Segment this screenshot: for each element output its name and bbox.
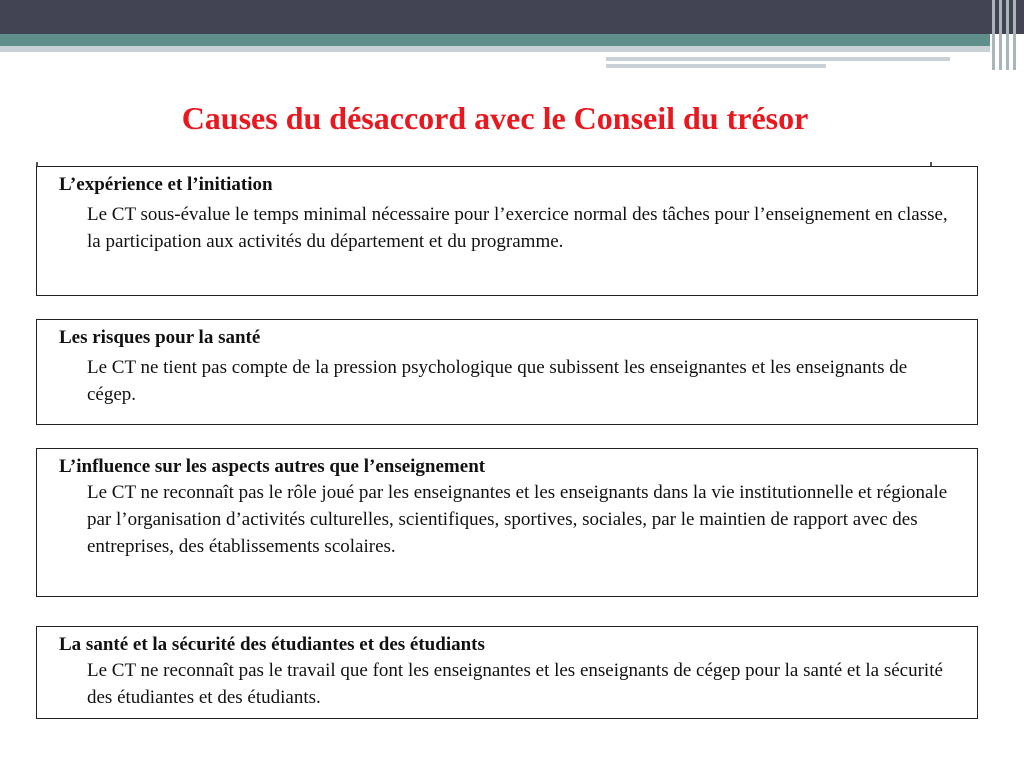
section-box-health-risks [36, 319, 978, 425]
section-body: Le CT ne reconnaît pas le rôle joué par les enseignantes et les enseignants dans la vie institutionnelle et régionale par l’organisation d’activités culturelles, scientifiques, sportives, sociales, par le maintien de rapport avec des entreprises, des établissements scolaires. [87, 482, 948, 557]
section-heading: La santé et la sécurité des étudiantes et des étudiants [59, 634, 485, 655]
section-box-experience [36, 166, 978, 296]
section-body: Le CT sous-évalue le temps minimal nécessaire pour l’exercice normal des tâches pour l’enseignement en classe, la participation aux activités du département et du programme. [87, 204, 948, 252]
header-dark-bar [0, 0, 1024, 34]
header-teal-bar [0, 34, 990, 46]
header-accent-line-short [606, 64, 826, 68]
section-heading: L’influence sur les aspects autres que l’enseignement [59, 456, 486, 477]
section-body: Le CT ne tient pas compte de la pression psychologique que subissent les enseignantes et les enseignants de cégep. [87, 357, 908, 405]
section-box-student-safety [36, 626, 978, 719]
slide-title: Causes du désaccord avec le Conseil du trésor [181, 100, 809, 136]
header-accent-line [606, 57, 950, 61]
section-heading: L’expérience et l’initiation [59, 174, 273, 195]
section-heading: Les risques pour la santé [59, 327, 261, 348]
section-box-other-aspects [36, 448, 978, 597]
section-body: Le CT ne reconnaît pas le travail que font les enseignantes et les enseignants de cégep pour la santé et la sécurité des étudiantes et des étudiants. [87, 660, 943, 708]
header-grey-bar [0, 46, 990, 52]
header-stripes [990, 0, 1024, 70]
